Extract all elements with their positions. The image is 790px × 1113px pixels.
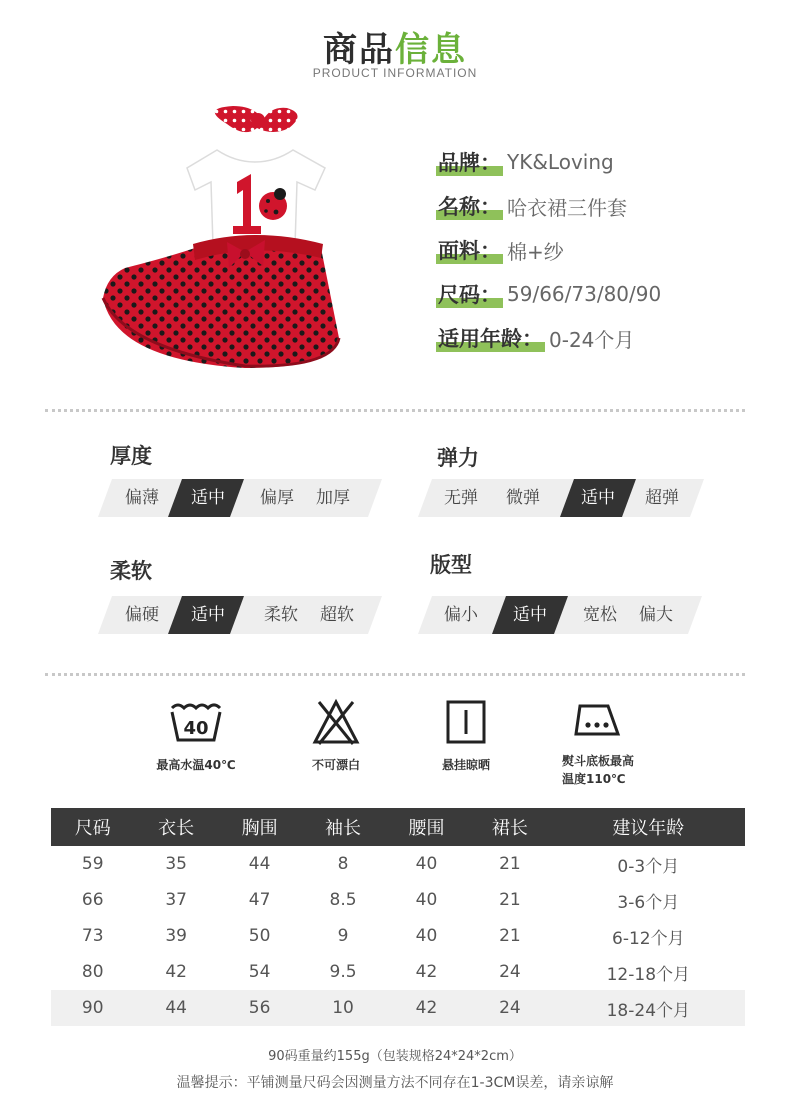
attr-bar-thickness — [98, 479, 382, 517]
table-cell: 42 — [415, 962, 438, 982]
attr-option: 超弹 — [645, 488, 679, 508]
divider — [45, 673, 745, 676]
table-cell: 59 — [81, 854, 104, 874]
table-cell: 18-24个月 — [552, 990, 745, 1026]
table-cell: 90 — [51, 990, 134, 1026]
table-header-row — [51, 808, 745, 846]
table-cell: 9.5 — [329, 962, 357, 982]
info-value: 棉+纱 — [507, 239, 564, 264]
size-table — [51, 808, 745, 1026]
info-key: 尺码： — [436, 279, 503, 309]
table-cell: 73 — [81, 926, 104, 946]
table-cell: 24 — [499, 962, 521, 982]
column-header: 建议年龄 — [552, 808, 745, 846]
info-row-brand — [436, 145, 614, 179]
table-cell: 40 — [415, 926, 438, 946]
measurement-disclaimer: 温馨提示：平铺测量尺码会因测量方法不同存在1-3CM误差，请亲谅解 — [176, 1075, 614, 1091]
table-cell: 40 — [415, 854, 438, 874]
table-cell: 3-6个月 — [617, 892, 680, 913]
info-value: 59/66/73/80/90 — [507, 282, 662, 306]
table-cell: 42 — [165, 962, 187, 982]
weight-note: 90码重量约155g（包装规格24*24*2cm） — [268, 1049, 522, 1064]
column-header: 袖长 — [301, 808, 384, 846]
table-cell: 35 — [165, 854, 187, 874]
table-cell: 56 — [218, 990, 301, 1026]
attr-option-selected: 适中 — [581, 488, 615, 508]
info-key: 适用年龄： — [436, 323, 545, 353]
attr-option: 柔软 — [264, 605, 298, 625]
column-header: 尺码 — [51, 808, 134, 846]
care-label: 悬挂晾晒 — [441, 758, 490, 772]
info-row-sizes — [436, 277, 661, 311]
column-header: 裙长 — [468, 808, 551, 846]
table-cell: 10 — [301, 990, 384, 1026]
care-iron — [552, 698, 648, 788]
table-cell: 9 — [337, 926, 349, 946]
care-label: 温度110℃ — [562, 772, 626, 786]
attr-option: 偏大 — [639, 605, 673, 625]
table-cell: 39 — [165, 926, 187, 946]
attr-option-selected: 适中 — [513, 605, 547, 625]
attr-option: 加厚 — [316, 488, 350, 508]
attr-option: 宽松 — [583, 605, 617, 625]
page-title — [0, 22, 790, 71]
table-cell: 24 — [468, 990, 551, 1026]
table-cell: 44 — [248, 854, 271, 874]
table-cell: 80 — [81, 962, 104, 982]
info-value: YK&Loving — [507, 150, 614, 174]
attr-option: 偏小 — [444, 605, 478, 625]
info-row-name — [436, 189, 627, 223]
info-key: 品牌： — [436, 147, 503, 177]
table-cell: 54 — [248, 962, 271, 982]
attr-option: 无弹 — [444, 488, 478, 508]
attr-option: 偏薄 — [125, 488, 159, 508]
table-cell: 0-3个月 — [617, 856, 680, 877]
table-cell: 66 — [81, 890, 104, 910]
column-header: 衣长 — [134, 808, 217, 846]
attr-title-thickness: 厚度 — [110, 444, 152, 468]
title-part-2: 信息 — [395, 30, 467, 70]
column-header: 腰围 — [385, 808, 468, 846]
attr-title-elasticity: 弹力 — [437, 446, 479, 470]
wash-40-icon — [168, 698, 224, 744]
divider — [45, 409, 745, 412]
info-row-material — [436, 233, 564, 267]
hang-dry-icon — [444, 698, 488, 746]
table-cell: 21 — [499, 926, 521, 946]
attr-title-softness: 柔软 — [110, 559, 152, 583]
care-wash — [148, 698, 244, 774]
attr-title-fit: 版型 — [430, 553, 472, 577]
table-row — [51, 918, 745, 954]
info-value: 哈衣裙三件套 — [507, 195, 627, 220]
product-image — [95, 98, 345, 398]
attr-bar-softness — [98, 596, 382, 634]
table-row — [51, 990, 745, 1026]
attr-option: 微弹 — [506, 488, 540, 508]
column-header: 胸围 — [218, 808, 301, 846]
table-cell: 6-12个月 — [612, 928, 685, 949]
table-cell: 21 — [499, 854, 521, 874]
attr-bar-fit — [418, 596, 702, 634]
info-row-age — [436, 321, 634, 355]
title-part-1: 商品 — [323, 30, 395, 70]
wash-temperature: 40 — [183, 718, 209, 739]
care-label: 熨斗底板最高 — [562, 754, 635, 768]
table-cell: 21 — [499, 890, 521, 910]
info-key: 面料： — [436, 235, 503, 265]
care-label: 最高水温40℃ — [156, 758, 236, 772]
attr-option: 超软 — [320, 605, 354, 625]
no-bleach-icon — [311, 698, 361, 746]
table-row — [51, 882, 745, 918]
table-cell: 47 — [248, 890, 271, 910]
attr-bar-elasticity — [418, 479, 704, 517]
table-cell: 8 — [337, 854, 349, 874]
page-subtitle: PRODUCT INFORMATION — [312, 66, 478, 80]
attr-option: 偏硬 — [125, 605, 159, 625]
attr-option-selected: 适中 — [191, 605, 225, 625]
care-label: 不可漂白 — [311, 758, 360, 772]
attr-option-selected: 适中 — [191, 488, 225, 508]
info-value: 0-24个月 — [549, 327, 635, 352]
table-row — [51, 954, 745, 990]
table-row — [51, 846, 745, 882]
table-cell: 50 — [248, 926, 271, 946]
attr-option: 偏厚 — [260, 488, 294, 508]
table-cell: 40 — [415, 890, 438, 910]
info-key: 名称： — [436, 191, 503, 221]
table-cell: 37 — [165, 890, 187, 910]
table-cell: 42 — [385, 990, 468, 1026]
table-cell: 44 — [134, 990, 217, 1026]
table-cell: 12-18个月 — [606, 964, 691, 985]
care-no-bleach — [288, 698, 384, 774]
table-cell: 8.5 — [329, 890, 357, 910]
iron-icon — [572, 698, 624, 738]
care-hang-dry — [418, 698, 514, 774]
